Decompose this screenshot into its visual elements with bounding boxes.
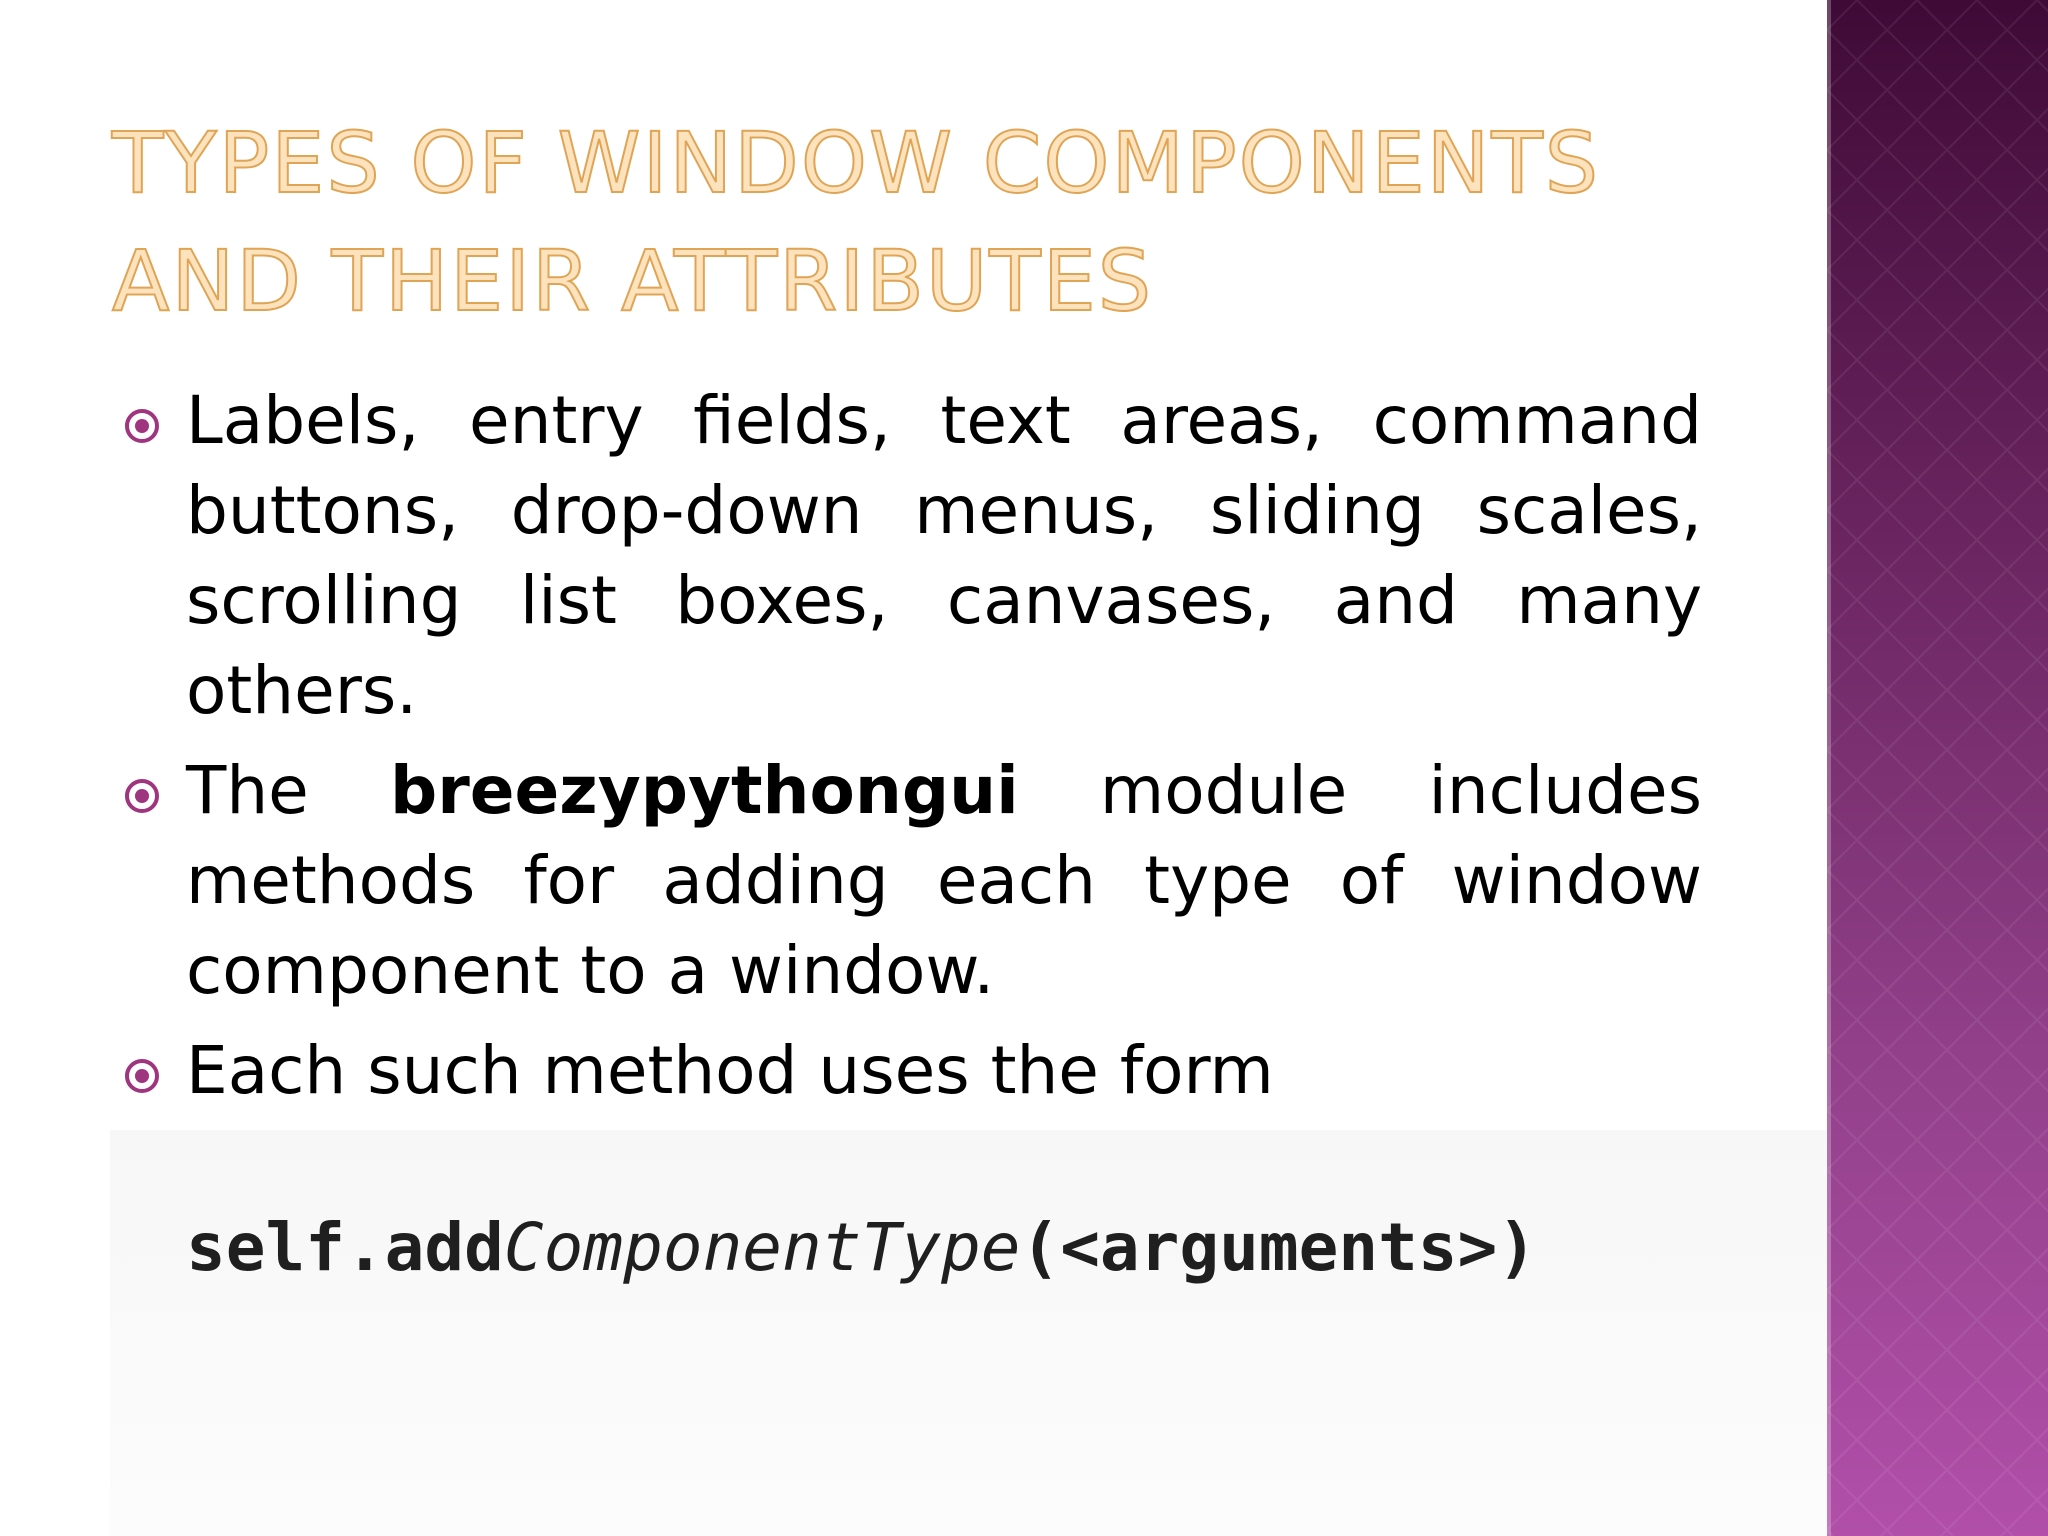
bullet-item-form — [122, 1026, 1702, 1116]
circled-dot-icon — [122, 1056, 162, 1096]
bullet-text: Labels, entry fields, text areas, command buttons, drop-down menus, sliding scales, scrolling list boxes, canvases, and many others. — [186, 382, 1702, 729]
title-line-2: AND THEIR ATTRIBUTES — [112, 232, 1154, 330]
bullet-list — [122, 376, 1702, 1126]
code-suffix: (<arguments>) — [1020, 1209, 1538, 1286]
circled-dot-icon — [122, 776, 162, 816]
diamond-pattern — [1827, 0, 2048, 1536]
code-example — [186, 1208, 1537, 1288]
bullet-item-components — [122, 376, 1702, 736]
decorative-sidebar — [1827, 0, 2048, 1536]
bullet-text-before: The — [186, 752, 390, 829]
slide-title — [112, 104, 1600, 340]
module-name: breezypythongui — [389, 752, 1019, 829]
bullet-text: Each such method uses the form — [186, 1032, 1274, 1109]
code-prefix: self.add — [186, 1209, 504, 1286]
bullet-text-after: module includes methods for adding each type of window component to a window. — [186, 752, 1702, 1009]
code-panel — [110, 1130, 1827, 1536]
title-line-1: TYPES OF WINDOW COMPONENTS — [112, 114, 1601, 212]
bullet-item-module — [122, 746, 1702, 1016]
circled-dot-icon — [122, 406, 162, 446]
code-placeholder: ComponentType — [503, 1209, 1021, 1286]
